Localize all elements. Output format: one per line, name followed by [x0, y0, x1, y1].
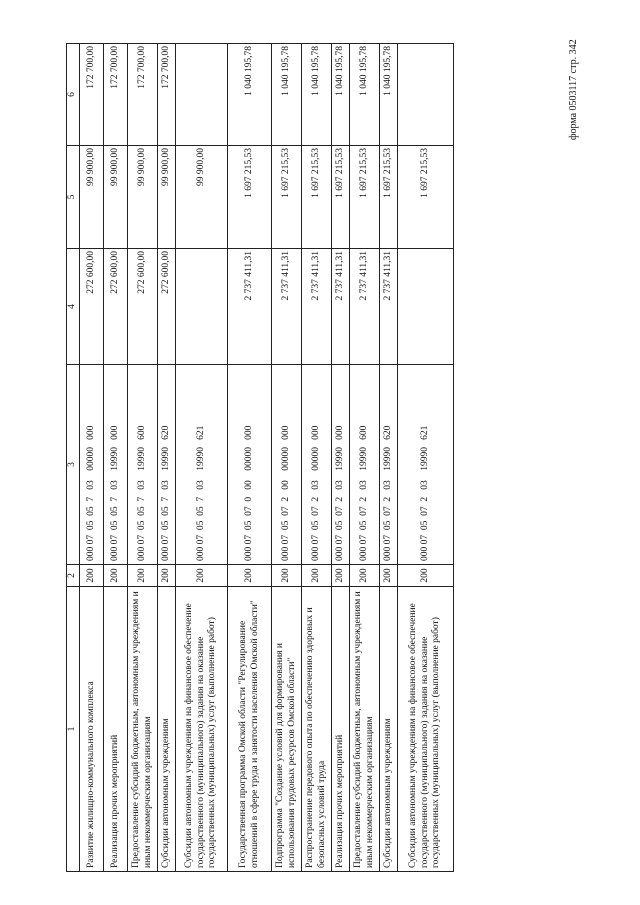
row-remaining-amount-cell: 1 040 195,78	[272, 44, 302, 146]
row-line-code-cell: 200	[176, 565, 228, 587]
row-name-cell: Субсидии автономным учреждениям	[380, 587, 398, 872]
row-budget-code-cell: 000 07 05 07 2 03 19990 600	[350, 365, 380, 565]
row-name-cell: Распространение передового опыта по обеспечению здоровых и безопасных условий труда	[302, 587, 332, 872]
row-name-cell: Субсидии автономным учреждениям на финансовое обеспечение государственного (муниципального) задания на оказание государственных (муниципальных) услуг (выполнение работ)	[176, 587, 228, 872]
form-header	[568, 12, 579, 140]
row-line-code-cell: 200	[128, 565, 158, 587]
row-approved-amount-cell: 272 600,00	[80, 249, 104, 365]
row-budget-code-cell: 000 07 05 07 2 03 00000 000	[302, 365, 332, 565]
table-row	[350, 44, 380, 872]
row-remaining-amount-cell	[176, 44, 228, 146]
table-body	[80, 44, 454, 872]
row-line-code-cell: 200	[332, 565, 350, 587]
row-approved-amount-cell: 2 737 411,31	[332, 249, 350, 365]
table-row	[176, 44, 228, 872]
row-budget-code-cell: 000 07 05 07 2 00 00000 000	[272, 365, 302, 565]
report-table	[66, 43, 454, 872]
column-header: 3	[67, 365, 80, 565]
row-executed-amount-cell: 99 900,00	[128, 146, 158, 249]
row-executed-amount-cell: 1 697 215,53	[332, 146, 350, 249]
row-approved-amount-cell: 2 737 411,31	[350, 249, 380, 365]
row-budget-code-cell: 000 07 05 07 0 00 00000 000	[228, 365, 272, 565]
row-name-cell: Предоставление субсидий бюджетным, автономным учреждениям и иным некоммерческим организациям	[350, 587, 380, 872]
row-name-cell: Государственная программа Омской области "Регулирование отношений в сфере труда и занятости населения Омской области"	[228, 587, 272, 872]
row-line-code-cell: 200	[380, 565, 398, 587]
row-name-cell: Развитие жилищно-коммунального комплекса	[80, 587, 104, 872]
row-remaining-amount-cell: 1 040 195,78	[302, 44, 332, 146]
row-budget-code-cell: 000 07 05 05 7 03 00000 000	[80, 365, 104, 565]
row-name-cell: Предоставление субсидий бюджетным, автономным учреждениям и иным некоммерческим организациям	[128, 587, 158, 872]
row-name-cell: Реализация прочих мероприятий	[332, 587, 350, 872]
column-header: 4	[67, 249, 80, 365]
row-budget-code-cell: 000 07 05 07 2 03 19990 620	[380, 365, 398, 565]
row-remaining-amount-cell: 172 700,00	[158, 44, 176, 146]
column-header: 2	[67, 565, 80, 587]
row-approved-amount-cell: 272 600,00	[128, 249, 158, 365]
row-line-code-cell: 200	[228, 565, 272, 587]
row-executed-amount-cell: 99 900,00	[80, 146, 104, 249]
table-row	[128, 44, 158, 872]
table-row	[80, 44, 104, 872]
row-line-code-cell: 200	[80, 565, 104, 587]
report-sheet	[66, 44, 496, 872]
row-line-code-cell: 200	[104, 565, 128, 587]
row-executed-amount-cell: 1 697 215,53	[228, 146, 272, 249]
row-remaining-amount-cell: 1 040 195,78	[350, 44, 380, 146]
row-executed-amount-cell: 1 697 215,53	[350, 146, 380, 249]
row-executed-amount-cell: 99 900,00	[158, 146, 176, 249]
row-remaining-amount-cell: 172 700,00	[80, 44, 104, 146]
row-budget-code-cell: 000 07 05 05 7 03 19990 600	[128, 365, 158, 565]
row-budget-code-cell: 000 07 05 07 2 03 19990 621	[398, 365, 454, 565]
row-approved-amount-cell: 2 737 411,31	[228, 249, 272, 365]
row-name-cell: Подпрограмма "Создание условий для формирования и использования трудовых ресурсов Омской области"	[272, 587, 302, 872]
row-approved-amount-cell: 2 737 411,31	[302, 249, 332, 365]
row-line-code-cell: 200	[272, 565, 302, 587]
row-budget-code-cell: 000 07 05 05 7 03 19990 000	[104, 365, 128, 565]
form-label: форма 0503117 стр. 342	[568, 39, 579, 140]
column-header: 6	[67, 44, 80, 146]
row-approved-amount-cell	[398, 249, 454, 365]
table-row	[228, 44, 272, 872]
column-header: 5	[67, 146, 80, 249]
table-row	[332, 44, 350, 872]
row-line-code-cell: 200	[398, 565, 454, 587]
column-header: 1	[67, 587, 80, 872]
row-remaining-amount-cell: 1 040 195,78	[332, 44, 350, 146]
table-row	[380, 44, 398, 872]
row-name-cell: Субсидии автономным учреждениям на финансовое обеспечение государственного (муниципального) задания на оказание государственных (муниципальных) услуг (выполнение работ)	[398, 587, 454, 872]
table-row	[158, 44, 176, 872]
row-name-cell: Реализация прочих мероприятий	[104, 587, 128, 872]
table-row	[272, 44, 302, 872]
row-executed-amount-cell: 99 900,00	[104, 146, 128, 249]
row-remaining-amount-cell: 172 700,00	[104, 44, 128, 146]
row-line-code-cell: 200	[302, 565, 332, 587]
row-budget-code-cell: 000 07 05 07 2 03 19990 000	[332, 365, 350, 565]
row-remaining-amount-cell	[398, 44, 454, 146]
table-row	[398, 44, 454, 872]
row-name-cell: Субсидии автономным учреждениям	[158, 587, 176, 872]
row-executed-amount-cell: 1 697 215,53	[398, 146, 454, 249]
table-row	[104, 44, 128, 872]
column-header-row	[67, 44, 80, 872]
row-executed-amount-cell: 1 697 215,53	[302, 146, 332, 249]
row-remaining-amount-cell: 172 700,00	[128, 44, 158, 146]
row-budget-code-cell: 000 07 05 05 7 03 19990 620	[158, 365, 176, 565]
row-approved-amount-cell	[176, 249, 228, 365]
row-approved-amount-cell: 272 600,00	[158, 249, 176, 365]
row-approved-amount-cell: 2 737 411,31	[272, 249, 302, 365]
table-row	[302, 44, 332, 872]
row-line-code-cell: 200	[350, 565, 380, 587]
row-approved-amount-cell: 2 737 411,31	[380, 249, 398, 365]
row-budget-code-cell: 000 07 05 05 7 03 19990 621	[176, 365, 228, 565]
row-executed-amount-cell: 1 697 215,53	[272, 146, 302, 249]
row-executed-amount-cell: 99 900,00	[176, 146, 228, 249]
row-executed-amount-cell: 1 697 215,53	[380, 146, 398, 249]
row-approved-amount-cell: 272 600,00	[104, 249, 128, 365]
row-remaining-amount-cell: 1 040 195,78	[380, 44, 398, 146]
row-remaining-amount-cell: 1 040 195,78	[228, 44, 272, 146]
row-line-code-cell: 200	[158, 565, 176, 587]
